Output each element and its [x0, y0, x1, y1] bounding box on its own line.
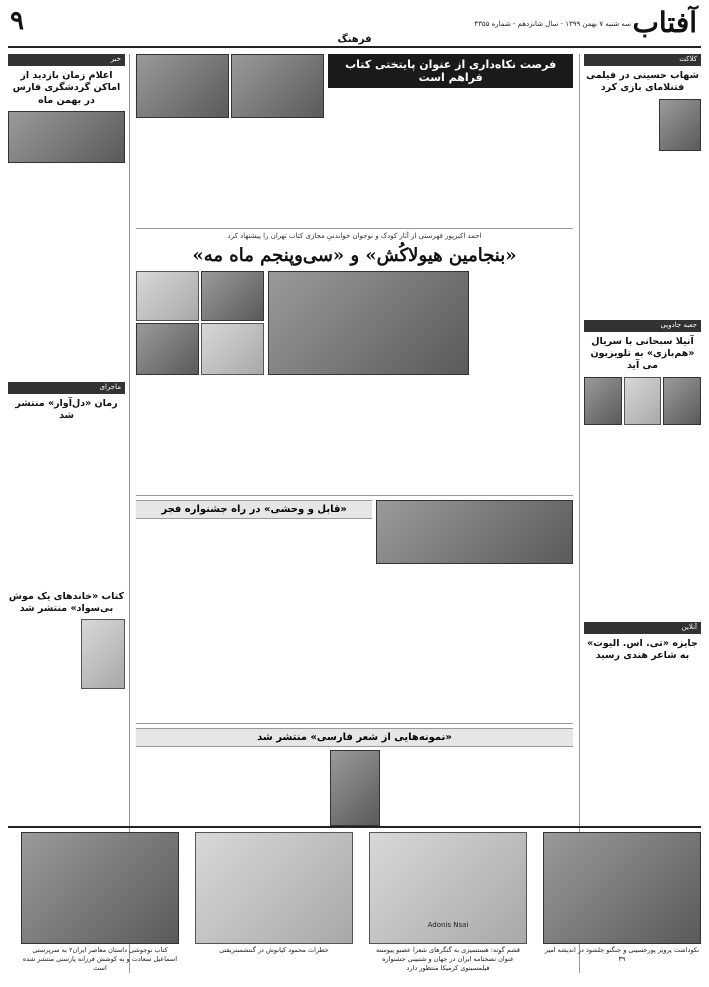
headline: رمان «دل‌آوار» منتشر شد	[15, 398, 118, 422]
headline: شهاب حسینی در فیلمی فتنلامای بازی کرد	[586, 70, 699, 94]
feature-story	[136, 228, 573, 489]
section-title: فرهنگ	[337, 34, 372, 45]
portrait-photo	[584, 377, 622, 425]
top-story	[328, 54, 573, 224]
body-text	[8, 692, 125, 752]
page-number: ۹	[10, 6, 24, 36]
headline: اعلام زمان بازدید از اماکن گردشگری فارس در بهمن ماه	[12, 70, 121, 106]
bottom-item	[369, 832, 527, 972]
portrait-photo	[659, 99, 701, 151]
bottom-item	[195, 832, 353, 972]
body-text	[473, 271, 573, 375]
headline: «نمونه‌هایی از شعر فارسی» منتشر شد	[136, 728, 573, 747]
masthead	[8, 6, 701, 48]
book-cover-photo	[81, 619, 125, 689]
photo-caption: قشم گوته: هستتمیزی به گنگرهای شعرا عصبو پیوسته عنوان نصحنامه ایران در جهان و شتبینی جشنواره فیلمسینوی کرمیکا منتظور دارد	[375, 946, 521, 972]
headline: کتاب «خاندهای یک موش بی‌سواد» منتشر شد	[8, 590, 125, 615]
newspaper-logo: آفتاب	[632, 6, 697, 39]
film-still-photo	[376, 500, 573, 564]
body-text	[328, 92, 573, 236]
book-cover-photo	[21, 832, 179, 944]
poetry-story	[136, 723, 573, 826]
photo-caption: نکوداشت پرویز پورحسینی و جنگنو جلشود در اندیشه امیر ۳۹	[544, 946, 700, 963]
body-text	[584, 428, 701, 616]
portrait-photo	[624, 377, 662, 425]
headline: فرصت نکاه‌داری از عنوان پایتختی کتاب فراهم است	[328, 54, 573, 88]
book-cover-photo	[136, 323, 199, 375]
body-text	[283, 379, 426, 489]
issue-meta: سه شنبه ۷ بهمن ۱۳۹۹ - سال شانزدهم - شماره ۴۳۵۵	[474, 20, 631, 28]
book-cover-photo	[369, 832, 527, 944]
body-text	[430, 379, 573, 489]
portrait-photo	[330, 750, 380, 826]
photo-caption: کتاب نوجوشی داستان معاصر ایران۲ به سرپرستی اسماعیل سعادت و به کوشش فرزانه پارسنی منتشر شده است	[22, 946, 178, 972]
headline: آنیلا سبحانی با سریال «هم‌بازی» به تلویزیون می آید	[590, 335, 695, 372]
portrait-photo	[543, 832, 701, 944]
body-text	[8, 427, 125, 585]
headline: «بنجامین هیولاکُش» و «سی‌وپنجم ماه مه»	[192, 245, 517, 266]
portrait-photo	[231, 54, 324, 118]
body-text	[136, 121, 324, 221]
body-text	[384, 750, 574, 826]
portrait-photo	[136, 54, 229, 118]
headline: «قابل و وحشی» در راه جشنواره فجر	[136, 500, 372, 519]
book-cover-photo	[136, 271, 199, 321]
section-tab: جعبه جادویی	[584, 320, 701, 332]
headline: جایزه «تی. اس. الیوت» به شاعر هندی رسید	[587, 637, 698, 662]
book-cover-text: Adonis Nsai	[427, 921, 469, 929]
author-photo	[268, 271, 469, 375]
section-tab: ماجرای	[8, 382, 125, 394]
book-cover-photo	[201, 323, 264, 375]
body-text	[584, 154, 701, 314]
bottom-item	[543, 832, 701, 972]
section-tab: آنلاین	[584, 622, 701, 634]
body-text	[376, 567, 573, 719]
section-tab: کلاکت	[584, 54, 701, 66]
body-text	[8, 166, 125, 376]
body-text	[136, 750, 326, 826]
bottom-photo-strip	[8, 826, 701, 974]
festival-story	[136, 495, 573, 719]
photo-caption: خطرات محمود کیانوش در گنتشستریفتی	[219, 946, 329, 954]
landmark-photo	[8, 111, 125, 163]
book-cover-photo	[201, 271, 264, 321]
kicker: احمد اکبرپور فهرستی از آثار کودک و نوجوان خواندنیِ مجازی کتاب تهران را پیشنهاد کرد	[227, 232, 482, 240]
bottom-item	[21, 832, 179, 972]
body-text	[136, 379, 279, 489]
book-cover-photo	[195, 832, 353, 944]
body-text	[584, 666, 701, 804]
body-text	[136, 522, 372, 718]
body-text	[8, 619, 78, 689]
portrait-photo	[663, 377, 701, 425]
body-text	[584, 99, 656, 151]
section-tab: خبر	[8, 54, 125, 66]
